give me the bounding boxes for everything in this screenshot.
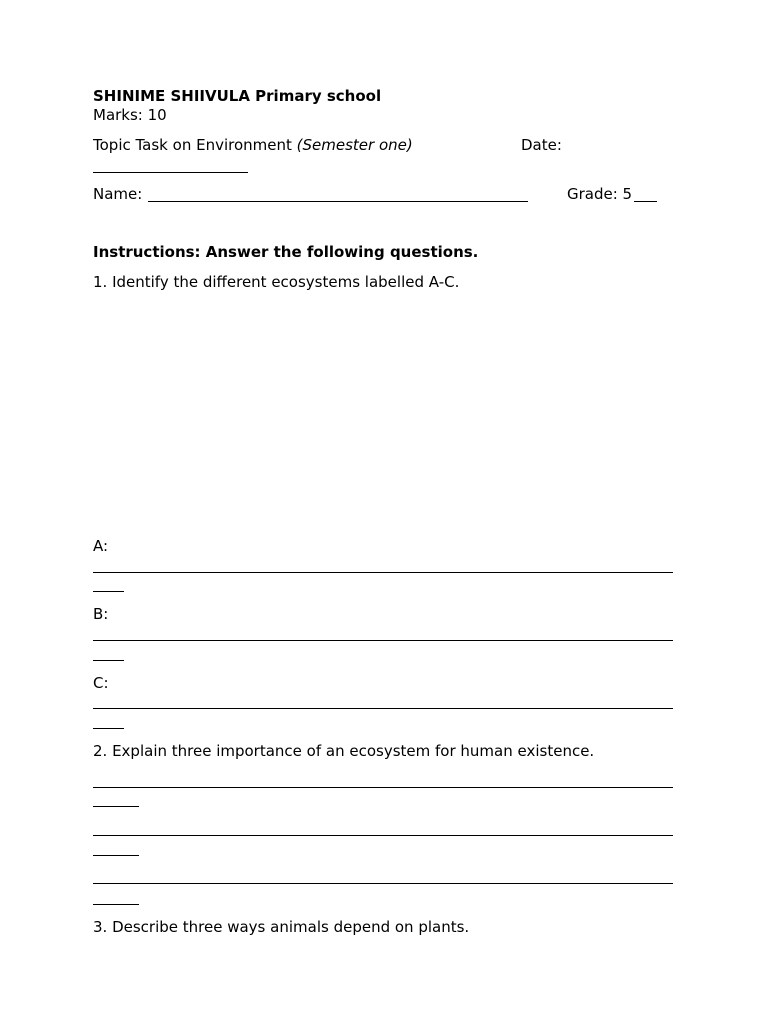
q2-answer-line-3[interactable] [93,883,673,884]
answer-c-label: C: [93,674,109,692]
question-3-text: 3. Describe three ways animals depend on plants. [93,918,470,936]
q2-answer-line-3-end[interactable] [93,904,139,905]
topic-text: Topic Task on Environment [93,136,297,154]
question-1-text: 1. Identify the different ecosystems labelled A-C. [93,273,460,291]
school-name: SHINIME SHIIVULA Primary school [93,87,382,105]
answer-b-label: B: [93,605,109,623]
grade-answer-line[interactable] [634,201,657,202]
answer-b-line[interactable] [93,640,673,641]
semester-text: (Semester one) [296,136,413,154]
q2-answer-line-1-end[interactable] [93,806,139,807]
answer-a-line-end[interactable] [93,591,124,592]
answer-b-line-end[interactable] [93,660,124,661]
answer-a-line[interactable] [93,572,673,573]
date-answer-line[interactable] [93,172,248,173]
name-answer-line[interactable] [148,201,528,202]
answer-a-label: A: [93,537,109,555]
name-label: Name: [93,185,148,203]
topic-line [93,136,413,154]
q2-answer-line-2[interactable] [93,835,673,836]
instructions-text: Instructions: Answer the following questions. [93,243,479,261]
answer-c-line[interactable] [93,708,673,709]
answer-c-line-end[interactable] [93,728,124,729]
marks-text: Marks: 10 [93,106,167,124]
question-2-text: 2. Explain three importance of an ecosystem for human existence. [93,742,595,760]
q2-answer-line-2-end[interactable] [93,855,139,856]
grade-label: Grade: 5 [567,185,633,203]
q2-answer-line-1[interactable] [93,787,673,788]
date-label: Date: [521,136,562,154]
